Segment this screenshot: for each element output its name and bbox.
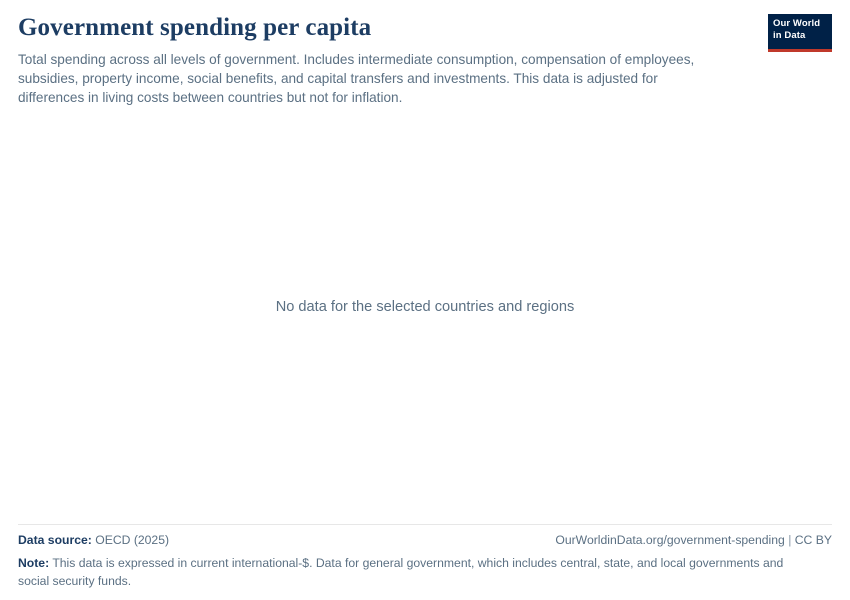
note-text: This data is expressed in current international-$. Data for general government, which includes central, state, and local governments and social security funds.	[18, 556, 784, 588]
footer-separator: |	[788, 533, 792, 548]
footer-divider	[18, 524, 832, 525]
chart-plot-area	[18, 108, 832, 525]
footer-row	[18, 532, 832, 549]
chart-subtitle: Total spending across all levels of government. Includes intermediate consumption, compensation of employees, subsidies, property income, social benefits, and capital transfers and investments. This data is adjusted for differences in living costs between countries but not for inflation.	[18, 51, 695, 106]
chart-header	[18, 14, 832, 108]
logo-line-2: in Data	[773, 29, 806, 41]
data-source	[18, 532, 169, 549]
footer-note	[18, 555, 808, 590]
data-source-label: Data source:	[18, 533, 92, 548]
chart-footer	[18, 524, 832, 590]
data-source-value: OECD (2025)	[95, 533, 170, 548]
license-label[interactable]: CC BY	[794, 533, 832, 548]
our-world-in-data-logo[interactable]	[768, 14, 832, 52]
footer-attribution	[555, 532, 832, 549]
page-title: Government spending per capita	[18, 14, 372, 41]
logo-line-1: Our World	[773, 18, 821, 29]
no-data-message: No data for the selected countries and regions	[275, 298, 575, 315]
note-label: Note:	[18, 556, 50, 571]
owid-link[interactable]: OurWorldinData.org/government-spending	[555, 533, 785, 548]
